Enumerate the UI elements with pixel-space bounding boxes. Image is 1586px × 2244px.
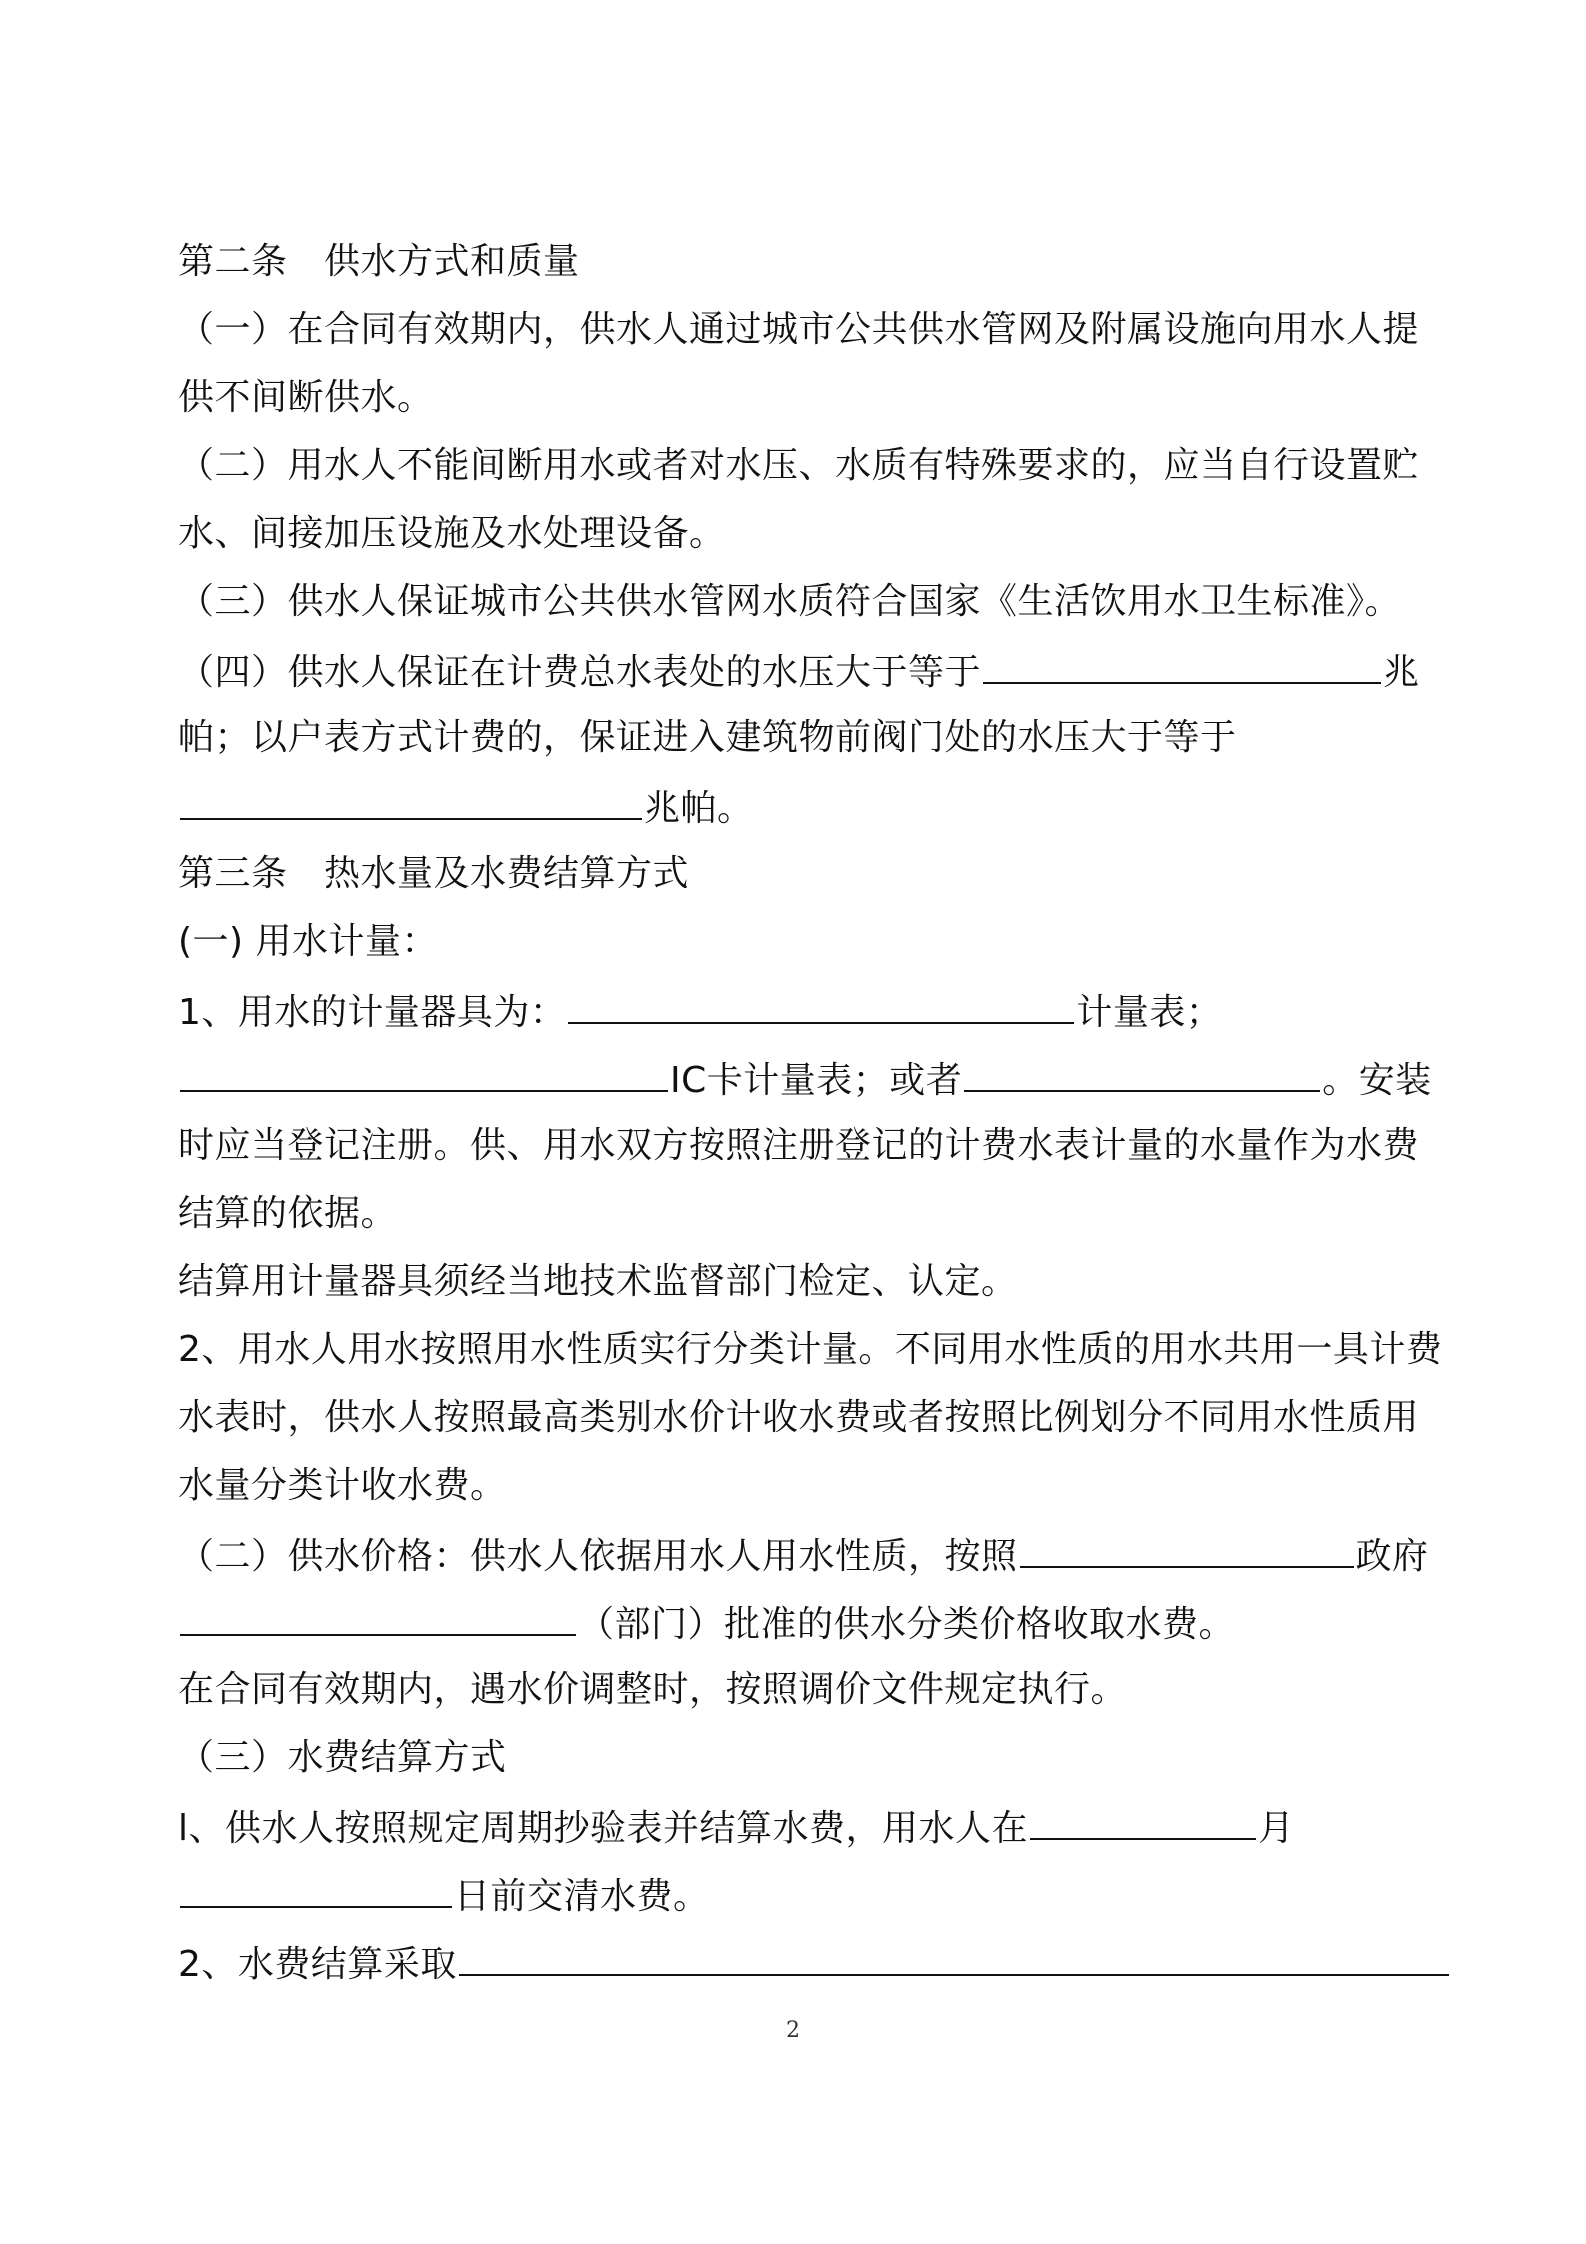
article-3-heading: 第三条 热水量及水费结算方式 <box>178 853 690 894</box>
art3-section-2-line-1 <box>178 1532 1429 1579</box>
article-2-heading: 第二条 供水方式和质量 <box>178 241 580 282</box>
unit-text: 兆 <box>1383 652 1420 693</box>
item-text: 1、用水的计量器具为： <box>178 992 567 1033</box>
other-meter-blank[interactable] <box>964 1056 1320 1092</box>
item-text: l、供水人按照规定周期抄验表并结算水费，用水人在 <box>178 1808 1029 1849</box>
art3-item-1-line-3: 时应当登记注册。供、用水双方按照注册登记的计费水表计量的水量作为水费 <box>178 1125 1420 1166</box>
art3-item-1-line-4: 结算的依据。 <box>178 1193 398 1234</box>
art3-item-1-line-1 <box>178 988 1222 1035</box>
art3-sec3-item-1-line-1 <box>178 1804 1295 1851</box>
art2-clause-2-line-1: （二）用水人不能间断用水或者对水压、水质有特殊要求的，应当自行设置贮 <box>178 445 1420 486</box>
art2-clause-4-line-3 <box>178 784 754 831</box>
art3-item-1-line-5: 结算用计量器具须经当地技术监督部门检定、认定。 <box>178 1261 1018 1302</box>
art3-item-2-line-3: 水量分类计收水费。 <box>178 1465 507 1506</box>
art3-item-2-line-1: 2、用水人用水按照用水性质实行分类计量。不同用水性质的用水共用一具计费 <box>178 1329 1443 1370</box>
art3-item-2-line-2: 水表时，供水人按照最高类别水价计收水费或者按照比例划分不同用水性质用 <box>178 1397 1420 1438</box>
art2-clause-2-line-2: 水、间接加压设施及水处理设备。 <box>178 513 726 554</box>
art2-clause-4-line-1 <box>178 648 1420 695</box>
item-text: 2、水费结算采取 <box>178 1944 457 1985</box>
unit-text: 兆帕。 <box>644 788 754 829</box>
art3-sec3-item-2 <box>178 1940 1451 1987</box>
item-text: 。安装 <box>1322 1060 1432 1101</box>
pressure-meter-blank[interactable] <box>983 648 1381 684</box>
section-text: 政府 <box>1355 1536 1429 1577</box>
art2-clause-4-line-2: 帕；以户表方式计费的，保证进入建筑物前阀门处的水压大于等于 <box>178 717 1237 758</box>
settlement-method-blank[interactable] <box>459 1940 1449 1976</box>
meter-type-blank[interactable] <box>568 988 1074 1024</box>
item-text: IC卡计量表；或者 <box>670 1060 963 1101</box>
art3-item-1-line-2 <box>178 1056 1432 1103</box>
section-text: （部门）批准的供水分类价格收取水费。 <box>578 1604 1236 1645</box>
art2-clause-3: （三）供水人保证城市公共供水管网水质符合国家《生活饮用水卫生标准》。 <box>178 581 1402 622</box>
art3-section-2-line-2 <box>178 1600 1235 1647</box>
art2-clause-4-text: （四）供水人保证在计费总水表处的水压大于等于 <box>178 652 982 693</box>
pressure-household-blank[interactable] <box>180 784 642 820</box>
item-text: 计量表； <box>1076 992 1223 1033</box>
art2-clause-1-line-1: （一）在合同有效期内，供水人通过城市公共供水管网及附属设施向用水人提 <box>178 309 1420 350</box>
art2-clause-1-line-2: 供不间断供水。 <box>178 377 434 418</box>
art3-section-2-line-3: 在合同有效期内，遇水价调整时，按照调价文件规定执行。 <box>178 1669 1128 1710</box>
item-text: 月 <box>1258 1808 1295 1849</box>
month-blank[interactable] <box>1030 1804 1256 1840</box>
department-blank[interactable] <box>180 1600 576 1636</box>
art3-section-1-heading: (一) 用水计量： <box>178 921 439 962</box>
page-number: 2 <box>786 2018 800 2043</box>
ic-card-meter-blank[interactable] <box>180 1056 668 1092</box>
day-blank[interactable] <box>180 1872 452 1908</box>
item-text: 日前交清水费。 <box>454 1876 710 1917</box>
art3-section-3-heading: （三）水费结算方式 <box>178 1737 507 1778</box>
government-blank[interactable] <box>1020 1532 1354 1568</box>
art3-sec3-item-1-line-2 <box>178 1872 710 1919</box>
section-text: （二）供水价格：供水人依据用水人用水性质，按照 <box>178 1536 1018 1577</box>
